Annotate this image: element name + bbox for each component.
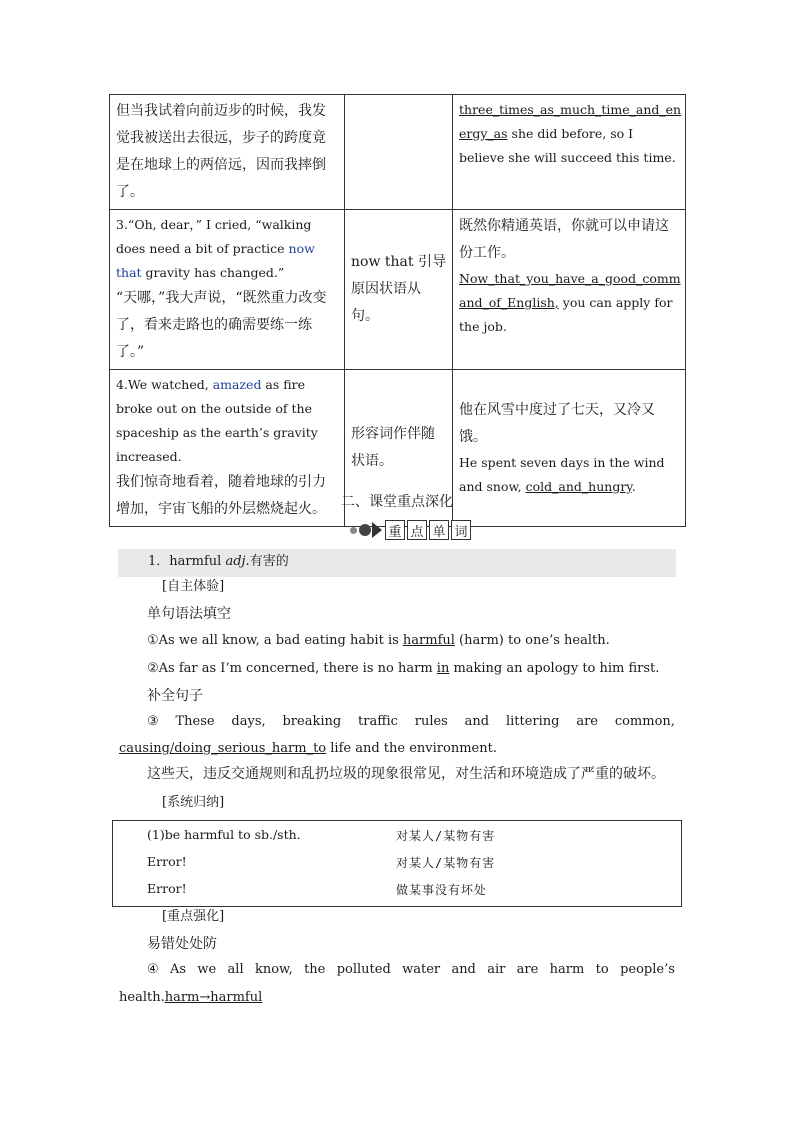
answer-underline: Now_that_you_have_a_good_comm [459,271,681,286]
exercise-word: air [487,962,506,977]
summary-meaning: 对某人/某物有害 [396,856,496,870]
table-cell [110,210,345,370]
dot-icon [359,524,371,536]
answer-underline: causing/doing_serious_harm_to [119,741,327,756]
exercise-text: ①As we all know, a bad eating habit is [147,633,403,648]
exercise-word: and [451,962,476,977]
exercise-text: health. [119,990,165,1005]
word-heading-bar [118,549,676,577]
exercise-translation: 这些天，违反交通规则和乱扔垃圾的现象很常见，对生活和环境造成了严重的破坏。 [147,766,665,782]
word-number: 1． [148,554,170,569]
exercise-text: life and the environment. [326,741,497,756]
cell-translation: 我们惊奇地看着，随着地球的引力增加，宇宙飞船的外层燃烧起火。 [116,474,326,517]
summary-meaning: 对某人/某物有害 [396,829,496,843]
cell-text: . [631,479,636,494]
exercise-word: the [304,962,326,977]
exercise-word: and [464,714,490,729]
exercise-word: to [595,962,609,977]
table-cell [453,210,686,370]
exercise-text: making an apology to him first. [449,661,660,676]
cell-translation: 他在风雪中度过了七天，又冷又饿。 [459,402,655,445]
exercise-word: These [175,714,215,729]
exercise-word: As [169,962,187,977]
exercise-item [119,740,497,758]
cell-translation: “天哪，”我大声说，“既然重力改变了，看来走路也的确需要练一练了。” [116,290,327,360]
arrow-icon [372,522,382,538]
exercise-word: harm [549,962,585,977]
exercise-word: know, [254,962,293,977]
table-row [110,210,686,370]
section-title: 二、课堂重点深化 [341,494,453,510]
answer-underline: three_times_as_much_time_and_en [459,102,682,117]
word-meaning: 有害的 [249,554,289,569]
exercise-word: are [576,714,598,729]
table-cell [345,95,453,210]
highlight-phrase: now that [116,241,315,280]
table-cell [345,210,453,370]
banner-char: 词 [451,520,471,540]
summary-phrase: Error! [147,881,187,896]
exercise-item [147,632,610,650]
exercise-word: rules [414,714,448,729]
banner-char: 单 [429,520,449,540]
summary-phrase: (1)be harmful to sb./sth. [147,827,301,842]
exercise-word: traffic [358,714,398,729]
table-row [110,95,686,210]
cell-text: 4.We watched, [116,377,213,392]
exercise-word: water [402,962,441,977]
exercise-word: all [227,962,244,977]
exercise-word: people’s [620,962,675,977]
cell-note: 形容词作伴随状语。 [351,426,435,469]
banner-char: 点 [407,520,427,540]
exercise-word: littering [505,714,560,729]
banner-char: 重 [385,520,405,540]
cell-translation: 既然你精通英语，你就可以申请这份工作。 [459,218,669,261]
answer-underline: cold_and_hungry [525,479,632,494]
answer-underline: harmful [402,633,455,648]
cell-text: gravity has changed.” [141,265,285,280]
subsection-heading: [重点强化] [162,909,225,924]
key-words-banner [350,519,473,541]
cell-text: you can apply for the job. [459,295,673,334]
cell-text: as fire broke out on the outside of the spaceship as the earth’s gravity increased. [116,377,318,464]
subsection-heading: 补全句子 [147,688,203,704]
exercise-word: common, [614,714,675,729]
exercise-text: (harm) to one’s health. [454,633,610,648]
answer-underline: and_of_English, [459,295,559,310]
exercise-word: polluted [336,962,391,977]
summary-meaning: 做某事没有坏处 [396,883,488,897]
cell-text: 但当我试着向前迈步的时候，我发觉我被送出去很远，步子的跨度竟是在地球上的两倍远，因而我摔倒了。 [116,103,326,200]
summary-box [112,820,682,907]
exercise-word: ③ [147,714,159,729]
exercise-word: we [197,962,217,977]
exercise-word: days, [231,714,266,729]
answer-underline: ergy_as [459,126,508,141]
subsection-heading: 易错处处防 [147,936,217,952]
exercise-word: ④ [147,962,159,977]
exercise-word: breaking [282,714,342,729]
word-pos: adj. [225,554,250,569]
dot-icon [350,527,357,534]
exercise-item [147,714,675,729]
cell-note: now that 引导原因状语从句。 [351,254,446,324]
table-cell [453,95,686,210]
summary-phrase: Error! [147,854,187,869]
exercise-item [147,660,659,678]
subsection-heading: [自主体验] [162,579,225,594]
answer-underline: harm→harmful [164,990,263,1005]
subsection-heading: [系统归纳] [162,795,225,810]
word-head: harmful [169,554,222,569]
answer-underline: in [436,661,450,676]
highlight-phrase: amazed [212,377,262,392]
exercise-text: ②As far as I’m concerned, there is no harm [147,661,437,676]
exercise-item [119,989,262,1007]
subsection-heading: 单句语法填空 [147,606,231,622]
exercise-item [147,962,675,977]
cell-text: 3.“Oh, dear，” I cried, “walking does need a bit of practice [116,217,312,256]
cell-text: He spent seven days in the wind and snow, [459,455,665,494]
cell-text: she did before, so I believe she will succeed this time. [459,126,676,165]
grammar-table [109,94,686,527]
exercise-word: are [516,962,539,977]
table-cell [110,95,345,210]
